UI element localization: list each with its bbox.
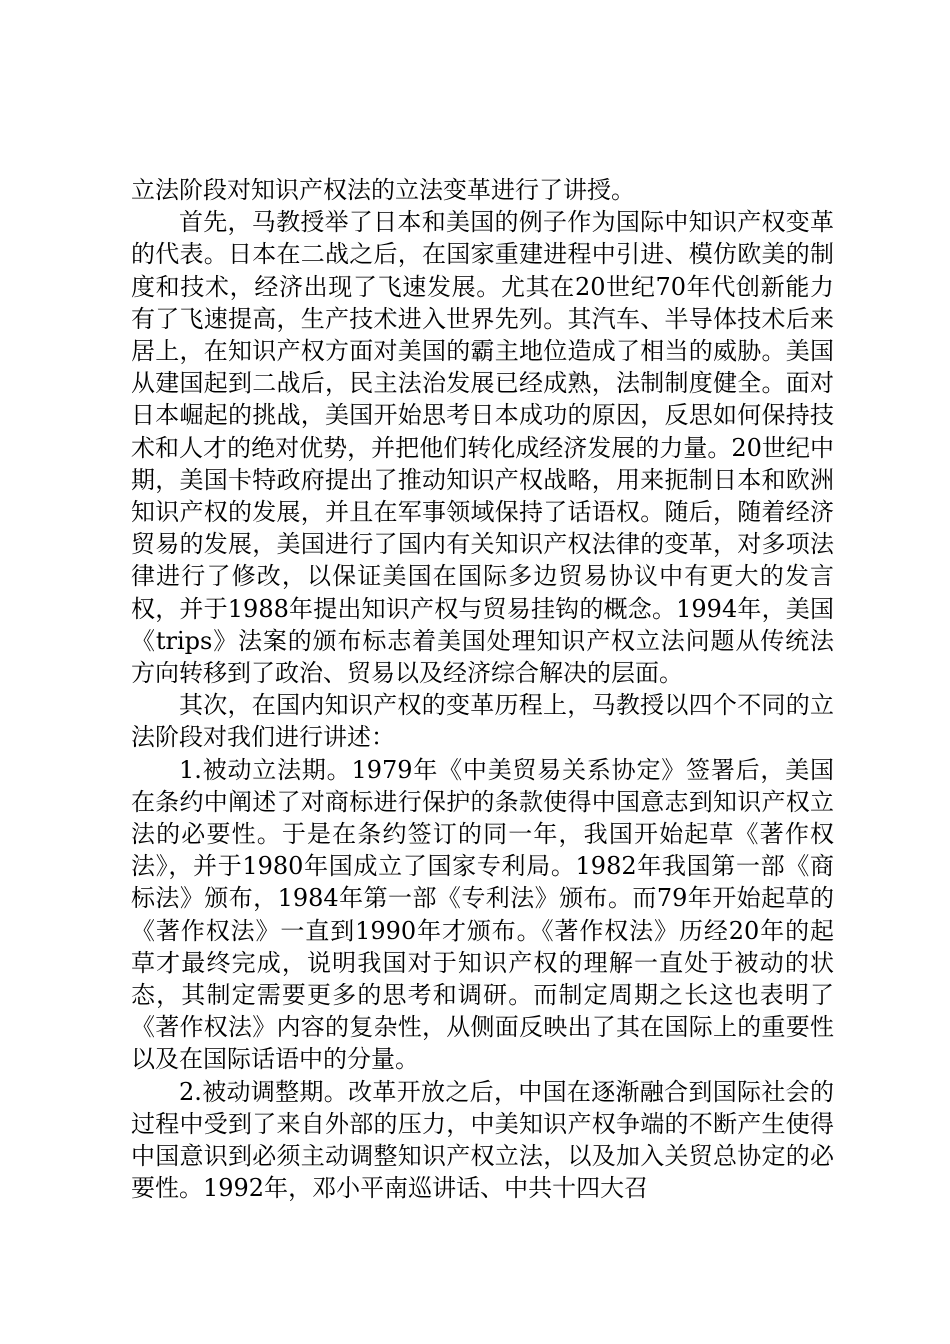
document-body [131,174,834,1205]
paragraph-continuation: 立法阶段对知识产权法的立法变革进行了讲授。 [131,176,635,204]
paragraph-international-examples: 首先，马教授举了日本和美国的例子作为国际中知识产权变革的代表。日本在二战之后，在国家重建进程中引进、模仿欧美的制度和技术，经济出现了飞速发展。尤其在20世纪70年代创新能力有了飞速提高，生产技术进入世界先列。其汽车、半导体技术后来居上，在知识产权方面对美国的霸主地位造成了相当的威胁。美国从建国起到二战后，民主法治发展已经成熟，法制制度健全。面对日本崛起的挑战，美国开始思考日本成功的原因，反思如何保持技术和人才的绝对优势，并把他们转化成经济发展的力量。20世纪中期，美国卡特政府提出了推动知识产权战略，用来扼制日本和欧洲知识产权的发展，并且在军事领域保持了话语权。随后，随着经济贸易的发展，美国进行了国内有关知识产权法律的变革，对多项法律进行了修改，以保证美国在国际多边贸易协议中有更大的发言权，并于1988年提出知识产权与贸易挂钩的概念。1994年，美国《trips》法案的颁布标志着美国处理知识产权立法问题从传统法方向转移到了政治、贸易以及经济综合解决的层面。 [131,208,834,688]
paragraph-passive-legislation: 1.被动立法期。1979年《中美贸易关系协定》签署后，美国在条约中阐述了对商标进行保护的条款使得中国意志到知识产权立法的必要性。于是在条约签订的同一年，我国开始起草《著作权法》，并于1980年国成立了国家专利局。1982年我国第一部《商标法》颁布，1984年第一部《专利法》颁布。而79年开始起草的《著作权法》一直到1990年才颁布。《著作权法》历经20年的起草才最终完成，说明我国对于知识产权的理解一直处于被动的状态，其制定需要更多的思考和调研。而制定周期之长这也表明了《著作权法》内容的复杂性，从侧面反映出了其在国际上的重要性以及在国际话语中的分量。 [131,755,834,1074]
paragraph-passive-adjustment: 2.被动调整期。改革开放之后，中国在逐渐融合到国际社会的过程中受到了来自外部的压力，中美知识产权争端的不断产生使得中国意识到必须主动调整知识产权立法，以及加入关贸总协定的必要性。1992年，邓小平南巡讲话、中共十四大召 [131,1077,834,1203]
paragraph-domestic-intro: 其次，在国内知识产权的变革历程上，马教授以四个不同的立法阶段对我们进行讲述： [131,691,834,752]
